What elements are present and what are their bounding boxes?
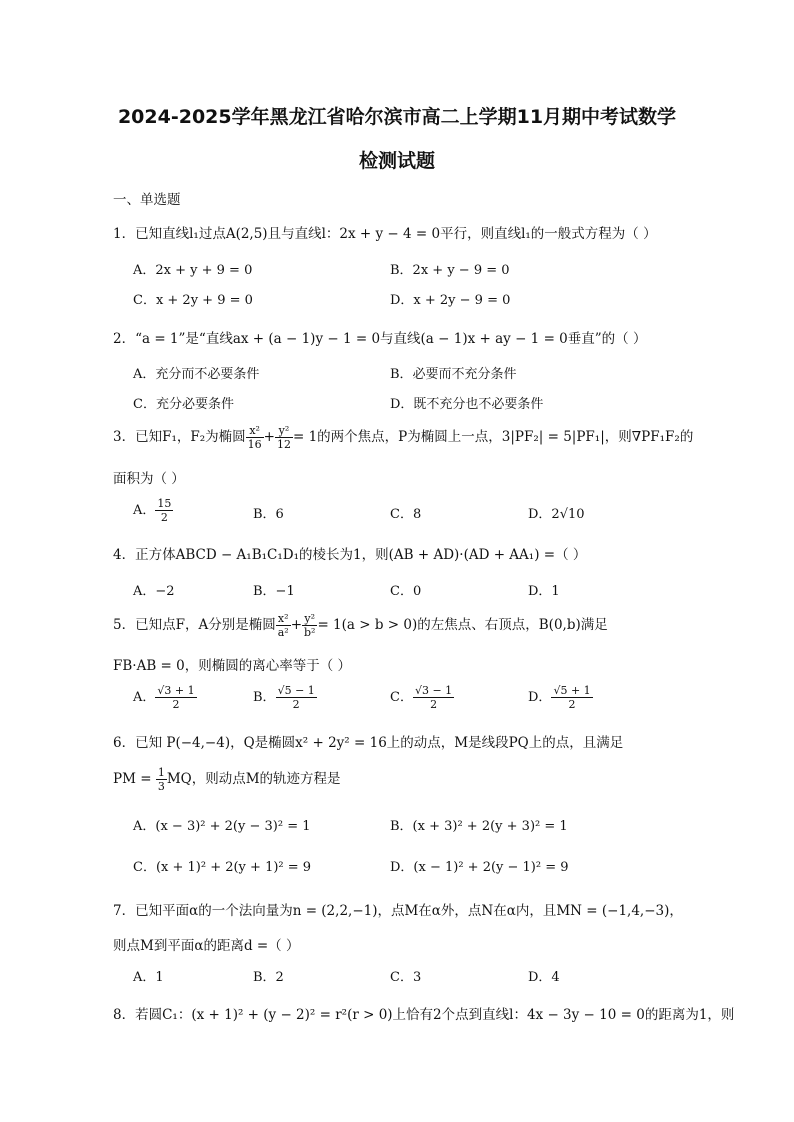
question-6-option-d: D．(x − 1)² + 2(y − 1)² = 9: [390, 860, 569, 875]
question-1-option-a: A．2x + y + 9 = 0: [133, 263, 253, 278]
question-5-option-c: C． $\frac{√3 - 1}{2}$: [390, 684, 453, 711]
question-3-option-a: A． $\frac{15}{2}$: [133, 497, 172, 524]
section-heading: 一、单选题: [113, 192, 181, 208]
question-2-option-d: D．既不充分也不必要条件: [390, 397, 544, 412]
question-2-option-b: B．必要而不充分条件: [390, 367, 517, 382]
question-3-option-c: C．8: [390, 507, 422, 522]
document-title: 2024-2025学年黑龙江省哈尔滨市高二上学期11月期中考试数学: [117, 106, 677, 128]
question-1-option-d: D．x + 2y − 9 = 0: [390, 293, 511, 308]
question-4-option-d: D．1: [528, 584, 560, 599]
question-5-option-a: A． $\frac{√3 + 1}{2}$: [133, 684, 195, 711]
document-subtitle: 检测试题: [358, 150, 435, 172]
question-6-option-a: A．(x − 3)² + 2(y − 3)² = 1: [133, 819, 311, 834]
question-2-stem: 2．“a = 1”是“直线ax + (a − 1)y − 1 = 0与直线(a − 1)x + ay − 1 = 0垂直”的（ ）: [113, 331, 647, 347]
ellipse-x-term: $\frac{\text{x²}}{16}$: [247, 424, 262, 451]
question-5-option-b: B． $\frac{√5 - 1}{2}$: [253, 684, 315, 711]
question-6-option-b: B．(x + 3)² + 2(y + 3)² = 1: [390, 819, 568, 834]
question-1-stem: 1．已知直线l₁过点A(2,5)且与直线l：2x + y − 4 = 0平行，则直线l₁的一般式方程为（ ）: [113, 226, 657, 242]
question-7-option-b: B．2: [253, 970, 284, 985]
question-4-option-c: C．0: [390, 584, 422, 599]
question-5-stem: 5．已知点F，A分别是椭圆 $\frac{\text{x²}}{\text{a²}}$ + $\frac{\text{y²}}{\text{b²}}$ = 1(a > b > 0)的左焦点、右顶点，B(0,b)满足: [113, 612, 608, 639]
question-6-stem: 6．已知 P(−4,−4)，Q是椭圆x² + 2y² = 16上的动点，M是线段PQ上的点，且满足: [113, 735, 624, 751]
question-7-option-d: D．4: [528, 970, 560, 985]
question-5-stem-cont: FB·AB = 0，则椭圆的离心率等于（ ）: [113, 658, 352, 674]
ellipse-x-term: $\frac{\text{x²}}{\text{a²}}$: [277, 612, 289, 639]
question-2-option-a: A．充分而不必要条件: [133, 367, 260, 382]
question-3-stem: 3．已知F₁，F₂为椭圆 $\frac{\text{x²}}{16}$ + $\frac{\text{y²}}{12}$ = 1的两个焦点，P为椭圆上一点，3|PF₂| = 5|PF₁|，则∇PF₁F₂的: [113, 424, 694, 451]
question-6-stem-cont: PM = $\frac{1}{3}$ MQ，则动点M的轨迹方程是: [113, 766, 341, 793]
question-3-stem-cont: 面积为（ ）: [113, 471, 185, 487]
question-1-option-b: B．2x + y − 9 = 0: [390, 263, 510, 278]
ellipse-y-term: $\frac{\text{y²}}{12}$: [276, 424, 291, 451]
ellipse-y-term: $\frac{\text{y²}}{\text{b²}}$: [304, 612, 316, 639]
question-7-option-a: A．1: [133, 970, 164, 985]
question-4-stem: 4．正方体ABCD − A₁B₁C₁D₁的棱长为1，则(AB + AD)·(AD + AA₁) =（ ）: [113, 547, 587, 563]
question-5-option-d: D． $\frac{√5 + 1}{2}$: [528, 684, 591, 711]
question-4-option-a: A．−2: [133, 584, 175, 599]
question-6-option-c: C．(x + 1)² + 2(y + 1)² = 9: [133, 860, 312, 875]
question-7-option-c: C．3: [390, 970, 422, 985]
question-2-option-c: C．充分必要条件: [133, 397, 234, 412]
question-3-option-b: B．6: [253, 507, 284, 522]
question-7-stem: 7．已知平面α的一个法向量为n = (2,2,−1)，点M在α外，点N在α内，且MN = (−1,4,−3)，: [113, 903, 683, 919]
question-7-stem-cont: 则点M到平面α的距离d =（ ）: [113, 938, 300, 954]
question-1-option-c: C．x + 2y + 9 = 0: [133, 293, 253, 308]
question-4-option-b: B．−1: [253, 584, 295, 599]
question-3-option-d: D．2√10: [528, 507, 585, 522]
question-8-stem: 8．若圆C₁：(x + 1)² + (y − 2)² = r²(r > 0)上恰有2个点到直线l：4x − 3y − 10 = 0的距离为1，则: [113, 1007, 735, 1023]
